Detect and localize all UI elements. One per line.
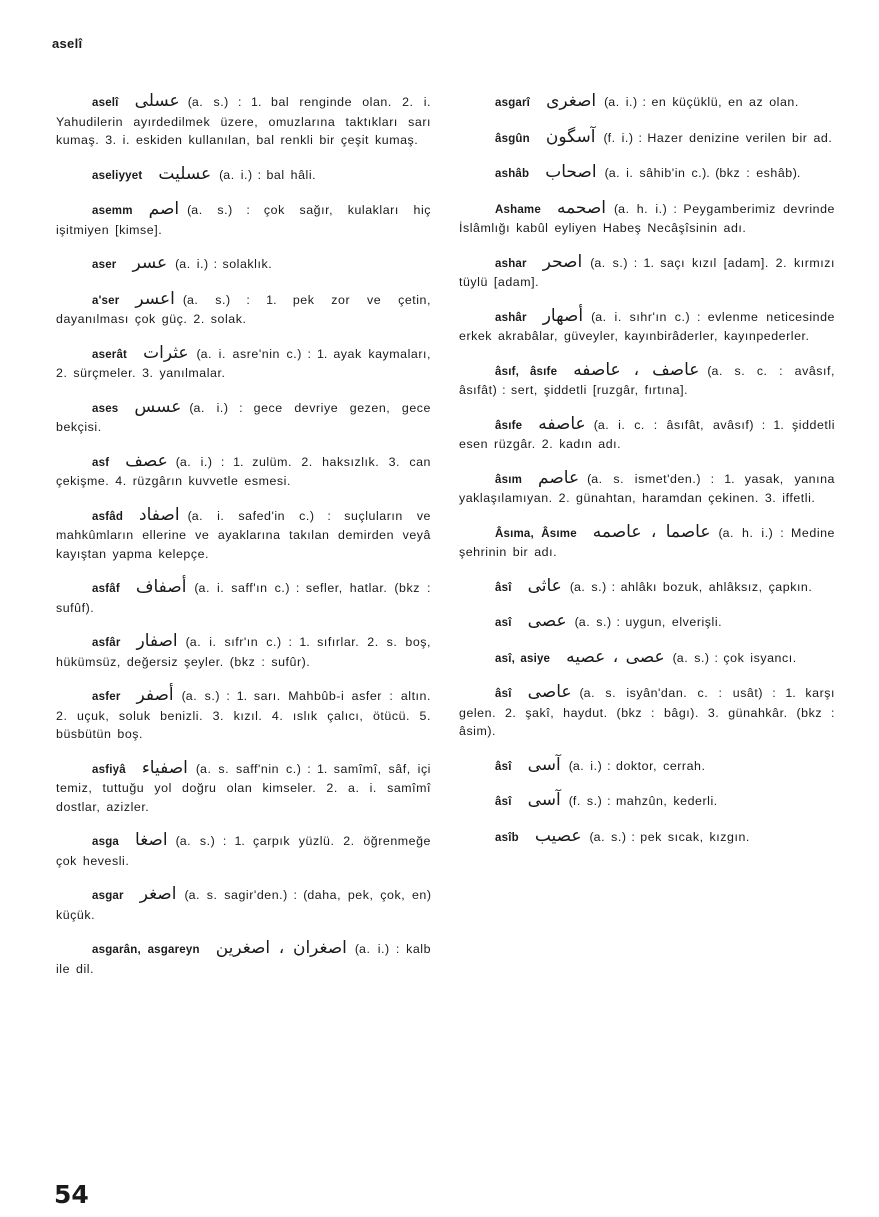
dictionary-entry — [459, 163, 835, 184]
dictionary-entry — [459, 253, 835, 292]
entry-definition: (a. i. sıfr'ın c.) : 1. sıfırlar. 2. s. boş, hükümsüz, değersiz şeyler. (bkz : sufûr). — [56, 635, 431, 669]
entry-definition: (f. s.) : mahzûn, kederli. — [568, 794, 718, 808]
entry-arabic-script: أصفر — [136, 685, 174, 705]
entry-headword: ashâb — [495, 168, 530, 180]
entry-definition: (a. i.) : en küçüklü, en az olan. — [604, 95, 799, 109]
entry-headword: asfâr — [92, 637, 121, 649]
entry-definition: (a. s.) : 1. sarı. Mahbûb-i asfer : altın. 2. uçuk, soluk benizli. 3. kızıl. 4. ıslık çalıcı, ötücü. 5. büsbütün boş. — [56, 689, 431, 741]
dictionary-entry — [56, 290, 431, 329]
entry-arabic-script: اصغران ، اصغرين — [215, 938, 347, 958]
dictionary-entry — [459, 612, 835, 633]
entry-headword: ases — [92, 402, 119, 415]
entry-arabic-script: عاصف ، عاصفه — [573, 359, 700, 380]
entry-arabic-script: عسلى — [134, 91, 180, 111]
entry-headword: aserât — [92, 348, 128, 361]
entry-arabic-script: اصغر — [139, 884, 177, 904]
dictionary-entry — [56, 506, 431, 564]
entry-headword: Ashame — [495, 203, 541, 216]
dictionary-entry — [56, 632, 431, 671]
entry-arabic-script: اصم — [148, 199, 180, 219]
entry-arabic-script: عصى ، عصيه — [566, 646, 665, 667]
dictionary-entry — [56, 831, 431, 870]
dictionary-entry — [56, 452, 431, 491]
entry-headword: asfiyâ — [92, 763, 126, 776]
dictionary-entry — [56, 344, 431, 383]
entry-arabic-script: اصغا — [135, 830, 168, 850]
entry-arabic-script: عثرات — [143, 342, 189, 363]
entry-arabic-script: آسى — [527, 790, 561, 810]
dictionary-entry — [56, 165, 431, 186]
entry-headword: asfâf — [92, 583, 120, 595]
entry-arabic-script: اصفاد — [139, 504, 180, 525]
right-column — [459, 92, 835, 862]
entry-headword: âsıf, âsıfe — [495, 365, 558, 378]
entry-headword: asga — [92, 836, 120, 848]
entry-definition: (f. i.) : Hazer denizine verilen bir ad. — [603, 130, 833, 145]
entry-headword: asfâd — [92, 510, 124, 523]
entry-definition: (a. h. i.) : Peygamberimiz devrinde İslâmlığı kabûl eyliyen Habeş Necâşîsinin adı. — [459, 201, 835, 235]
dictionary-entry — [459, 683, 835, 741]
entry-headword: asî — [495, 617, 512, 629]
entry-definition: (a. i.) : doktor, cerrah. — [568, 758, 706, 773]
dictionary-entry — [459, 307, 835, 346]
entry-definition: (a. i. sâhib'in c.). (bkz : eshâb). — [604, 166, 801, 180]
entry-definition: (a. i.) : bal hâli. — [219, 167, 317, 182]
entry-arabic-script: عاصفه — [538, 413, 586, 434]
entry-definition: (a. s.) : çok isyancı. — [672, 650, 797, 665]
entry-headword: asfer — [92, 691, 121, 703]
entry-headword: asî, asiye — [495, 652, 551, 665]
entry-arabic-script: عصف — [125, 450, 168, 471]
entry-arabic-script: اصفار — [136, 631, 178, 651]
dictionary-entry — [56, 885, 431, 924]
entry-headword: a'ser — [92, 294, 120, 307]
entry-headword: âsgûn — [495, 132, 530, 145]
entry-headword: aser — [92, 259, 117, 271]
dictionary-entry — [56, 686, 431, 744]
dictionary-entry — [459, 523, 835, 562]
entry-definition: (a. s. isyân'dan. c. : usât) : 1. karşı gelen. 2. şakî, haydut. (bkz : bâgı). 3. günahkâr. (bkz : âsim). — [459, 686, 835, 738]
dictionary-entry — [56, 398, 431, 437]
entry-arabic-script: أصفاف — [135, 577, 187, 597]
entry-definition: (a. s. sagir'den.) : (daha, pek, çok, en) küçük. — [56, 888, 431, 922]
entry-arabic-script: عسليت — [158, 163, 212, 184]
entry-arabic-script: عاصم — [538, 467, 580, 488]
entry-arabic-script: آسى — [527, 754, 561, 775]
entry-definition: (a. i. safed'in c.) : suçluların ve mahkûmların ellerine ve ayaklarına takılan demirden veyâ kayıştan yapma kelepçe. — [56, 508, 431, 561]
entry-arabic-script: عاثى — [527, 575, 562, 596]
running-head: aselî — [52, 36, 83, 51]
dictionary-entry — [459, 361, 835, 400]
dictionary-entry — [459, 199, 835, 238]
entry-definition: (a. i.) : 1. zulüm. 2. haksızlık. 3. can çekişme. 4. rüzgârın kuvvetle esmesi. — [56, 454, 431, 488]
entry-headword: asgarî — [495, 97, 531, 109]
entry-arabic-script: اصفياء — [141, 757, 188, 778]
entry-definition: (a. s.) : çok sağır, kulakları hiç işitmiyen [kimse]. — [56, 203, 431, 237]
entry-arabic-script: عسس — [134, 396, 182, 417]
dictionary-entry — [459, 469, 835, 508]
dictionary-entry — [459, 415, 835, 454]
entry-definition: (a. s.) : 1. pek zor ve çetin, dayanılması çok güç. 2. solak. — [56, 292, 431, 326]
dictionary-entry — [459, 92, 835, 113]
dictionary-entry — [56, 759, 431, 817]
left-column — [56, 92, 431, 993]
entry-arabic-script: عصيب — [534, 825, 582, 846]
entry-definition: (a. s.) : pek sıcak, kızgın. — [589, 829, 750, 844]
entry-arabic-script: آسگون — [545, 126, 596, 147]
entry-arabic-script: أصهار — [542, 305, 584, 326]
entry-arabic-script: عاصى — [527, 682, 572, 702]
dictionary-entry — [56, 92, 431, 150]
entry-definition: (a. h. i.) : Medine şehrinin bir adı. — [459, 525, 835, 559]
dictionary-entry — [459, 827, 835, 848]
entry-headword: ashar — [495, 257, 527, 270]
entry-headword: âsıfe — [495, 419, 523, 432]
entry-arabic-script: اعسر — [135, 288, 175, 309]
entry-headword: âsî — [495, 688, 512, 700]
entry-arabic-script: عصى — [527, 611, 567, 631]
entry-headword: âsî — [495, 796, 512, 808]
entry-definition: (a. s.) : uygun, elverişli. — [574, 615, 723, 629]
entry-arabic-script: اصحاب — [545, 162, 597, 182]
entry-definition: (a. i. saff'ın c.) : sefler, hatlar. (bkz : sufûf). — [56, 581, 431, 615]
entry-definition: (a. i.) : solaklık. — [175, 257, 273, 271]
entry-definition: (a. s. saff'nin c.) : 1. samîmî, sâf, içi temiz, tuttuğu yol doğru olan kimseler. 2. a. i. samîmî dostlar, azizler. — [56, 761, 431, 814]
entry-definition: (a. i. sıhr'ın c.) : evlenme neticesinde erkek akrabâlar, güveyler, kayınbirâderler, kayınpederler. — [459, 309, 835, 343]
entry-definition: (a. s.) : 1. çarpık yüzlü. 2. öğrenmeğe çok hevesli. — [56, 834, 431, 868]
entry-headword: aselî — [92, 97, 119, 109]
entry-definition: (a. s. c. : avâsıf, âsıfât) : sert, şiddetli [ruzgâr, fırtına]. — [459, 363, 835, 397]
dictionary-entry — [56, 939, 431, 978]
entry-arabic-script: عسر — [132, 253, 168, 273]
dictionary-entry — [459, 128, 835, 149]
dictionary-entry — [459, 756, 835, 777]
dictionary-entry — [56, 200, 431, 239]
entry-arabic-script: اصحمه — [556, 197, 607, 218]
dictionary-entry — [56, 254, 431, 275]
entry-definition: (a. s.) : ahlâkı bozuk, ahlâksız, çapkın. — [569, 579, 813, 594]
entry-arabic-script: اصغرى — [546, 91, 597, 111]
entry-arabic-script: اصحر — [542, 251, 583, 272]
entry-definition: (a. i.) : gece devriye gezen, gece bekçisi. — [56, 400, 431, 434]
entry-headword: asf — [92, 456, 110, 469]
entry-headword: âsî — [495, 581, 512, 594]
dictionary-entry — [459, 577, 835, 598]
page-number: 54 — [54, 1180, 89, 1209]
dictionary-entry — [56, 578, 431, 617]
entry-definition: (a. s.) : 1. bal renginde olan. 2. i. Yahudilerin ayırdedilmek üzere, omuzlarına taktıkları sarı kumaş. 3. i. eskiden kullanılan, bal renkli bir çeşit kumaş. — [56, 95, 431, 147]
entry-headword: asgarân, asgareyn — [92, 944, 200, 956]
entry-headword: ashâr — [495, 311, 527, 324]
dictionary-entry — [459, 791, 835, 812]
entry-headword: aseliyyet — [92, 169, 143, 182]
entry-definition: (a. i. c. : âsıfât, avâsıf) : 1. şiddetli esen rüzgâr. 2. kadın adı. — [459, 417, 835, 451]
entry-headword: âsî — [495, 760, 512, 773]
entry-headword: âsım — [495, 473, 523, 486]
entry-headword: asemm — [92, 205, 133, 217]
entry-headword: Âsıma, Âsıme — [495, 527, 577, 540]
entry-definition: (a. s.) : 1. saçı kızıl [adam]. 2. kırmızı tüylü [adam]. — [459, 255, 835, 289]
dictionary-entry — [459, 648, 835, 669]
entry-arabic-script: عاصما ، عاصمه — [592, 521, 711, 542]
entry-definition: (a. s. ismet'den.) : 1. yasak, yanına yaklaşılamıyan. 2. günahtan, haramdan çekinen. 3. iffetli. — [459, 471, 835, 505]
entry-headword: asîb — [495, 831, 519, 844]
entry-headword: asgar — [92, 890, 124, 902]
entry-definition: (a. i. asre'nin c.) : 1. ayak kaymaları, 2. sürçmeler. 3. yanılmalar. — [56, 346, 431, 380]
entry-definition: (a. i.) : kalb ile dil. — [56, 942, 432, 976]
